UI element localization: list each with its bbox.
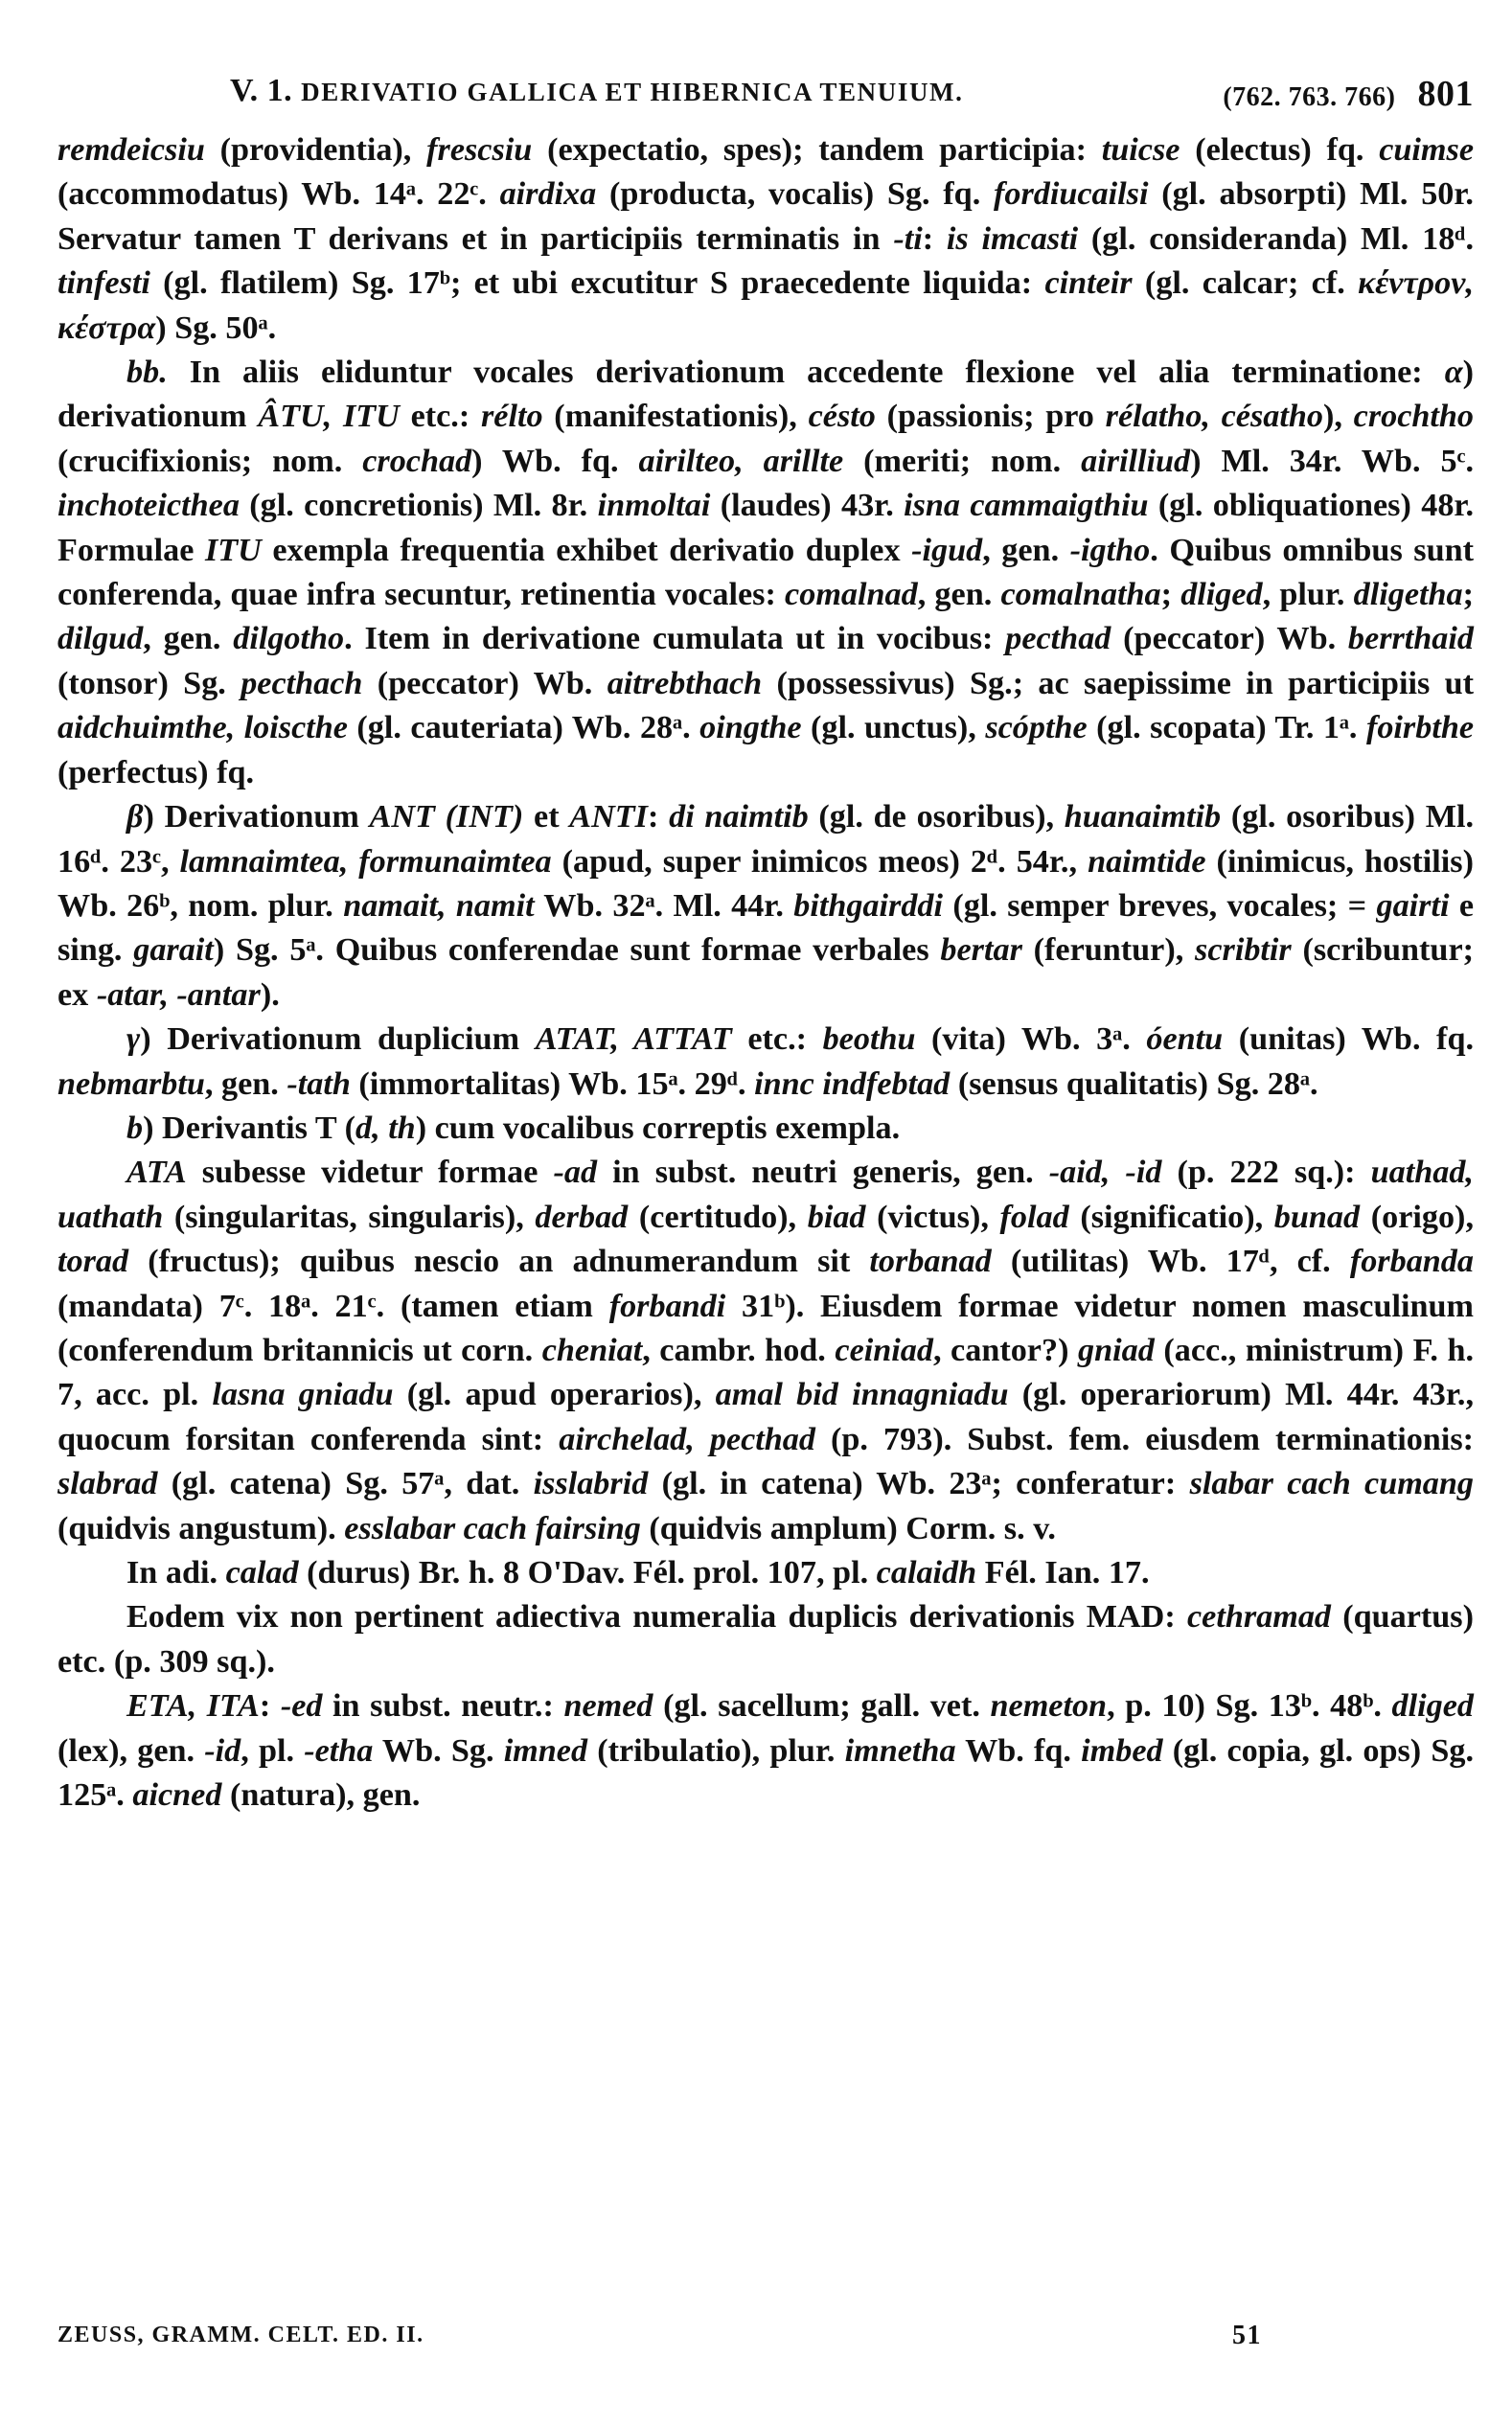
paragraph-p6: ATA subesse videtur formae -ad in subst. neutri generis, gen. -aid, -id (p. 222 sq.): uathad, uathath (singularitas, singularis), derbad (certitudo), biad (victus), folad (significatio), bunad (origo), torad (fructus); quibus nescio an adnumerandum sit torbanad (utilitas) Wb. 17ᵈ, cf. forbanda (mandata) 7ᶜ. 18ᵃ. 21ᶜ. (tamen etiam forbandi 31ᵇ). Eiusdem formae videtur nomen masculinum (conferendum britannicis ut corn. cheniat, cambr. hod. ceiniad, cantor?) gniad (acc., ministrum) F. h. 7, acc. pl. lasna gniadu (gl. apud operarios), amal bid innagniadu (gl. operariorum) Ml. 44r. 43r., quocum forsitan conferenda sint: airchelad, pecthad (p. 793). Subst. fem. eiusdem terminationis: slabrad (gl. catena) Sg. 57ᵃ, dat. isslabrid (gl. in catena) Wb. 23ᵃ; conferatur: slabar cach cumang (quidvis angustum). esslabar cach fairsing (quidvis amplum) Corm. s. v. [57,1155,1475,1546]
body-text [57,128,1474,2303]
paragraph-p1: remdeicsiu (providentia), frescsiu (expectatio, spes); tandem participia: tuicse (electus) fq. cuimse (accommodatus) Wb. 14ᵃ. 22ᶜ. airdixa (producta, vocalis) Sg. fq. fordiucailsi (gl. absorpti) Ml. 50r. Servatur tamen T derivans et in participiis terminatis in -ti: is imcasti (gl. consideranda) Ml. 18ᵈ. tinfesti (gl. flatilem) Sg. 17ᵇ; et ubi excutitur S praecedente liquida: cinteir (gl. calcar; cf. κέντρον, κέστρα) Sg. 50ᵃ. [57,132,1474,346]
paragraph-p7: In adi. calad (durus) Br. h. 8 O'Dav. Fél. prol. 107, pl. calaidh Fél. Ian. 17. [126,1555,1150,1591]
page-footer [57,2317,1474,2355]
running-title: DERIVATIO GALLICA ET HIBERNICA TENUIUM. [301,78,964,106]
paragraph-p8: Eodem vix non pertinent adiectiva numeralia duplicis derivationis MAD: cethramad (quartus) etc. (p. 309 sq.). [57,1599,1474,1680]
book-page [57,57,1474,2386]
paragraph-p5: b) Derivantis T (d, th) cum vocalibus correptis exempla. [126,1110,901,1146]
running-header [57,57,1474,125]
paragraph-refs: (762. 763. 766) [1223,82,1396,112]
section-number: V. 1. [230,73,293,108]
page-number: 801 [1417,74,1474,114]
footer-signature: ZEUSS, GRAMM. CELT. ED. II. [57,2323,424,2347]
paragraph-p2: bb. In aliis eliduntur vocales derivationum accedente flexione vel alia terminatione: α) derivationum ÂTU, ITU etc.: rélto (manifestationis), césto (passionis; pro rélatho, césatho), crochtho (crucifixionis; nom. crochad) Wb. fq. airilteo, arillte (meriti; nom. airilliud) Ml. 34r. Wb. 5ᶜ. inchoteicthea (gl. concretionis) Ml. 8r. inmoltai (laudes) 43r. isna cammaigthiu (gl. obliquationes) 48r. Formulae ITU exempla frequentia exhibet derivatio duplex -igud, gen. -igtho. Quibus omnibus sunt conferenda, quae infra secuntur, retinentia vocales: comalnad, gen. comalnatha; dliged, plur. dligetha; dilgud, gen. dilgotho. Item in derivatione cumulata ut in vocibus: pecthad (peccator) Wb. berrthaid (tonsor) Sg. pecthach (peccator) Wb. aitrebthach (possessivus) Sg.; ac saepissime in participiis ut aidchuimthe, loiscthe (gl. cauteriata) Wb. 28ᵃ. oingthe (gl. unctus), scópthe (gl. scopata) Tr. 1ᵃ. foirbthe (perfectus) fq. [57,355,1475,790]
footer-sheet-number: 51 [1232,2321,1262,2350]
paragraph-p9: ETA, ITA: -ed in subst. neutr.: nemed (gl. sacellum; gall. vet. nemeton, p. 10) Sg. 13ᵇ. 48ᵇ. dliged (lex), gen. -id, pl. -etha Wb. Sg. imned (tribulatio), plur. imnetha Wb. fq. imbed (gl. copia, gl. ops) Sg. 125ᵃ. aicned (natura), gen. [57,1688,1474,1814]
paragraph-p3: β) Derivationum ANT (INT) et ANTI: di naimtib (gl. de osoribus), huanaimtib (gl. osoribus) Ml. 16ᵈ. 23ᶜ, lamnaimtea, formunaimtea (apud, super inimicos meos) 2ᵈ. 54r., naimtide (inimicus, hostilis) Wb. 26ᵇ, nom. plur. namait, namit Wb. 32ᵃ. Ml. 44r. bithgairddi (gl. semper breves, vocales; = gairti e sing. garait) Sg. 5ᵃ. Quibus conferendae sunt formae verbales bertar (feruntur), scribtir (scribuntur; ex -atar, -antar). [57,799,1475,1013]
paragraph-p4: γ) Derivationum duplicium ATAT, ATTAT etc.: beothu (vita) Wb. 3ᵃ. óentu (unitas) Wb. fq. nebmarbtu, gen. -tath (immortalitas) Wb. 15ᵃ. 29ᵈ. innc indfebtad (sensus qualitatis) Sg. 28ᵃ. [57,1021,1475,1102]
header-right [1223,73,1474,115]
header-left [230,73,963,109]
